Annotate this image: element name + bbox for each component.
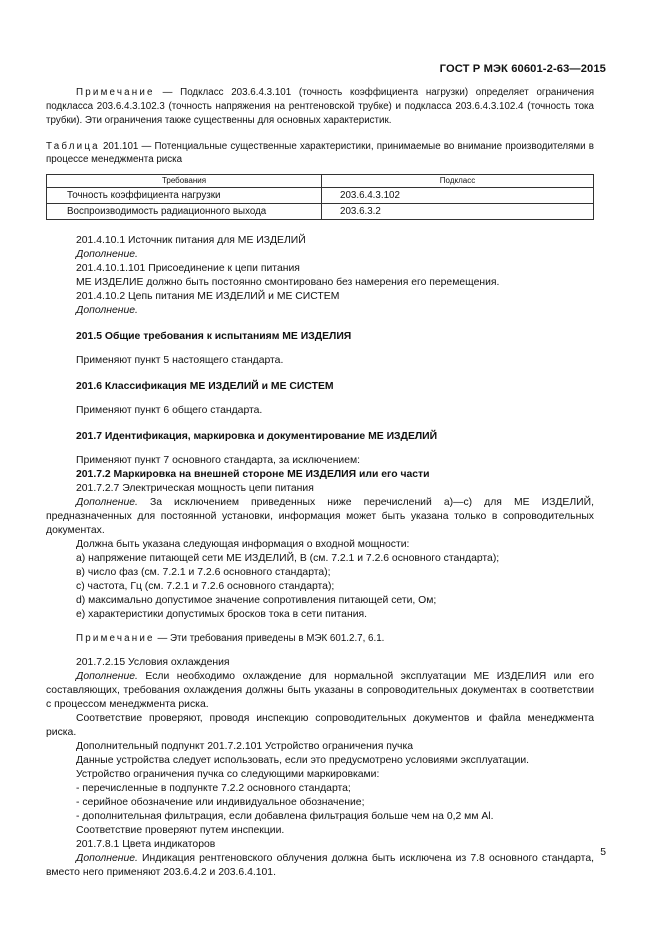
section-heading: 201.5 Общие требования к испытаниям МЕ ИЗДЕЛИЯ [76,331,352,342]
addition-label: Дополнение. [76,853,138,864]
note-top [46,86,594,128]
paragraph [46,496,594,538]
list-item: а) напряжение питающей сети МЕ ИЗДЕЛИЙ, В (см. 7.2.1 и 7.2.6 основного стандарта); [76,553,500,564]
paragraph: Данные устройства следует использовать, если это предусмотрено условиями эксплуатации. [76,755,530,766]
paragraph-text: Индикация рентгеновского облучения должна быть исключена из 7.8 основного стандарта, вместо него применяют 203.6.4.2 и 203.6.4.101. [46,853,594,878]
page-number: 5 [600,847,606,858]
table-caption-label: Таблица [46,141,100,152]
paragraph [46,852,594,880]
page-header-title: ГОСТ Р МЭК 60601-2-63—2015 [439,63,606,75]
paragraph: Соответствие проверяют путем инспекции. [76,825,285,836]
table-row [47,188,594,204]
requirements-table [46,174,594,220]
paragraph: Применяют пункт 7 основного стандарта, за исключением: [76,455,361,466]
note [46,632,594,646]
list-item: с) частота, Гц (см. 7.2.1 и 7.2.6 основного стандарта); [76,581,335,592]
paragraph: 201.4.10.2 Цепь питания МЕ ИЗДЕЛИЙ и МЕ СИСТЕМ [76,291,340,302]
table-header-requirements: Требования [47,175,322,188]
section-heading: 201.7 Идентификация, маркировка и документирование МЕ ИЗДЕЛИЙ [76,431,438,442]
note-text: — Подкласс 203.6.4.3.101 (точность коэффициента нагрузки) определяет ограничения подкласса 203.6.4.3.102.3 (точность напряжения на рентгеновской трубке) и подкласса 203.6.4.3.102.4 (точность тока трубки). Эти ограничения также существенны для основных характеристик. [46,87,594,126]
paragraph: 201.7.2.15 Условия охлаждения [76,657,230,668]
paragraph-text: За исключением приведенных ниже перечислений а)—с) для МЕ ИЗДЕЛИЙ, предназначенных для постоянной установки, информация может быть указана только в сопроводительных документах. [46,497,594,536]
paragraph: Соответствие проверяют, проводя инспекцию сопроводительных документов и файла менеджмента риска. [46,713,594,738]
paragraph: 201.4.10.1 Источник питания для МЕ ИЗДЕЛИЙ [76,235,306,246]
paragraph: Дополнение. [76,249,138,260]
note-label: Примечание [76,633,155,644]
list-item: е) характеристики допустимых бросков тока в сети питания. [76,609,368,620]
note-label: Примечание [76,87,155,98]
paragraph: Применяют пункт 5 настоящего стандарта. [76,355,284,366]
paragraph: МЕ ИЗДЕЛИЕ должно быть постоянно смонтировано без намерения его перемещения. [76,277,500,288]
paragraph: Должна быть указана следующая информация о входной мощности: [76,539,410,550]
paragraph: 201.7.2.7 Электрическая мощность цепи питания [76,483,314,494]
paragraph: 201.7.8.1 Цвета индикаторов [76,839,216,850]
subsection-heading: 201.7.2 Маркировка на внешней стороне МЕ ИЗДЕЛИЯ или его части [76,469,430,480]
paragraph [46,670,594,712]
table-caption [46,140,594,166]
addition-label: Дополнение. [76,497,138,508]
paragraph: 201.4.10.1.101 Присоединение к цепи питания [76,263,300,274]
table-header-row [47,175,594,188]
body-text [46,234,594,880]
table-cell: 203.6.4.3.102 [322,188,594,204]
table-caption-text: 201.101 — Потенциальные существенные характеристики, принимаемые во внимание производителями в процессе менеджмента риска [46,141,594,165]
paragraph-text: Если необходимо охлаждение для нормальной эксплуатации МЕ ИЗДЕЛИЯ или его составляющих, требования охлаждения должны быть указаны в сопроводительных документах в соответствии с процессом менеджмента риска. [46,671,594,710]
addition-label: Дополнение. [76,671,138,682]
note-text: — Эти требования приведены в МЭК 601.2.7, 6.1. [157,633,385,644]
table-header-subclass: Подкласс [322,175,594,188]
paragraph: Дополнение. [76,305,138,316]
table-row [47,204,594,220]
paragraph: Применяют пункт 6 общего стандарта. [76,405,263,416]
section-heading: 201.6 Классификация МЕ ИЗДЕЛИЙ и МЕ СИСТЕМ [76,381,334,392]
table-cell: Воспроизводимость радиационного выхода [47,204,322,220]
list-item: - дополнительная фильтрация, если добавлена фильтрация больше чем на 0,2 мм Al. [76,811,494,822]
paragraph: Устройство ограничения пучка со следующими маркировками: [76,769,380,780]
list-item: d) максимально допустимое значение сопротивления питающей сети, Ом; [76,595,437,606]
list-item: - серийное обозначение или индивидуальное обозначение; [76,797,365,808]
document-page [46,0,606,935]
paragraph: Дополнительный подпункт 201.7.2.101 Устройство ограничения пучка [76,741,413,752]
table-cell: Точность коэффициента нагрузки [47,188,322,204]
table-cell: 203.6.3.2 [322,204,594,220]
list-item: в) число фаз (см. 7.2.1 и 7.2.6 основного стандарта); [76,567,331,578]
list-item: - перечисленные в подпункте 7.2.2 основного стандарта; [76,783,351,794]
